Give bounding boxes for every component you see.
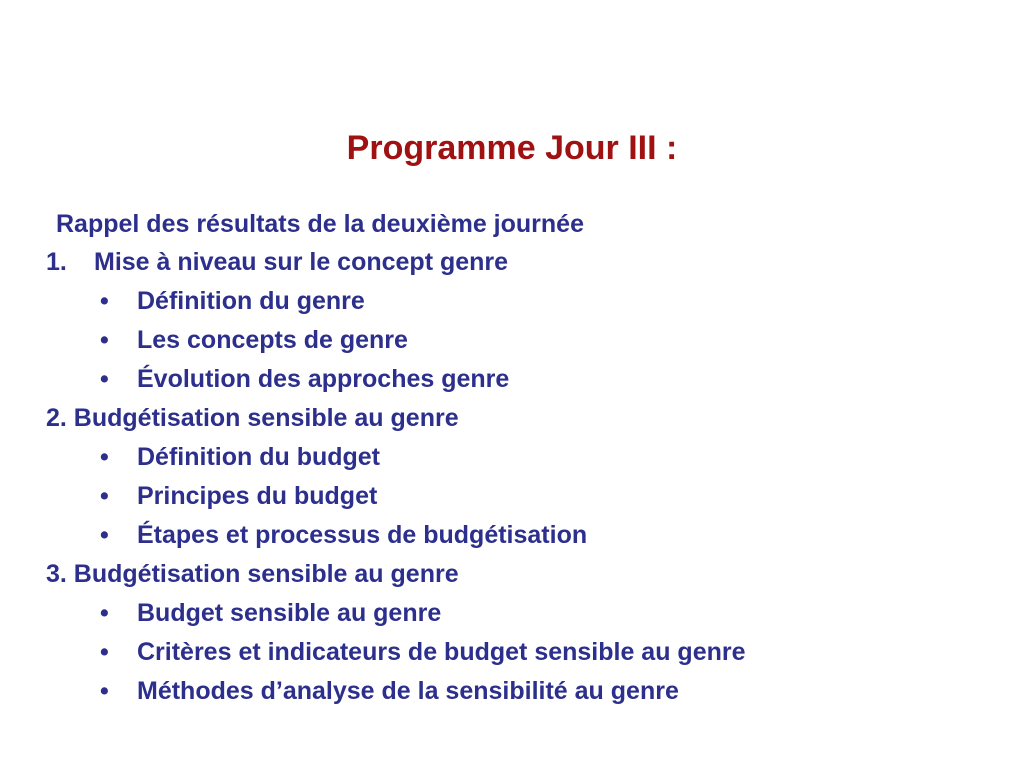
bullet-icon: •	[100, 599, 109, 627]
bullet-icon: •	[100, 521, 109, 549]
list-item-text: Évolution des approches genre	[137, 365, 510, 393]
list-item-text: Étapes et processus de budgétisation	[137, 521, 588, 549]
section-1-number: 1.	[46, 248, 67, 276]
section-2-title: 2. Budgétisation sensible au genre	[46, 404, 459, 432]
slide-title: Programme Jour III :	[346, 129, 678, 167]
list-item-text: Principes du budget	[137, 482, 378, 510]
bullet-icon: •	[100, 482, 109, 510]
list-item-text: Les concepts de genre	[137, 326, 408, 354]
section-1-title: Mise à niveau sur le concept genre	[94, 248, 509, 276]
list-item-text: Définition du genre	[137, 287, 365, 315]
bullet-icon: •	[100, 326, 109, 354]
intro-text: Rappel des résultats de la deuxième journée	[56, 210, 584, 238]
bullet-icon: •	[100, 443, 109, 471]
list-item-text: Méthodes d’analyse de la sensibilité au genre	[137, 677, 679, 705]
bullet-icon: •	[100, 365, 109, 393]
list-item-text: Budget sensible au genre	[137, 599, 442, 627]
list-item-text: Définition du budget	[137, 443, 381, 471]
section-3-title: 3. Budgétisation sensible au genre	[46, 560, 459, 588]
list-item-text: Critères et indicateurs de budget sensible au genre	[137, 638, 746, 666]
bullet-icon: •	[100, 287, 109, 315]
bullet-icon: •	[100, 677, 109, 705]
bullet-icon: •	[100, 638, 109, 666]
